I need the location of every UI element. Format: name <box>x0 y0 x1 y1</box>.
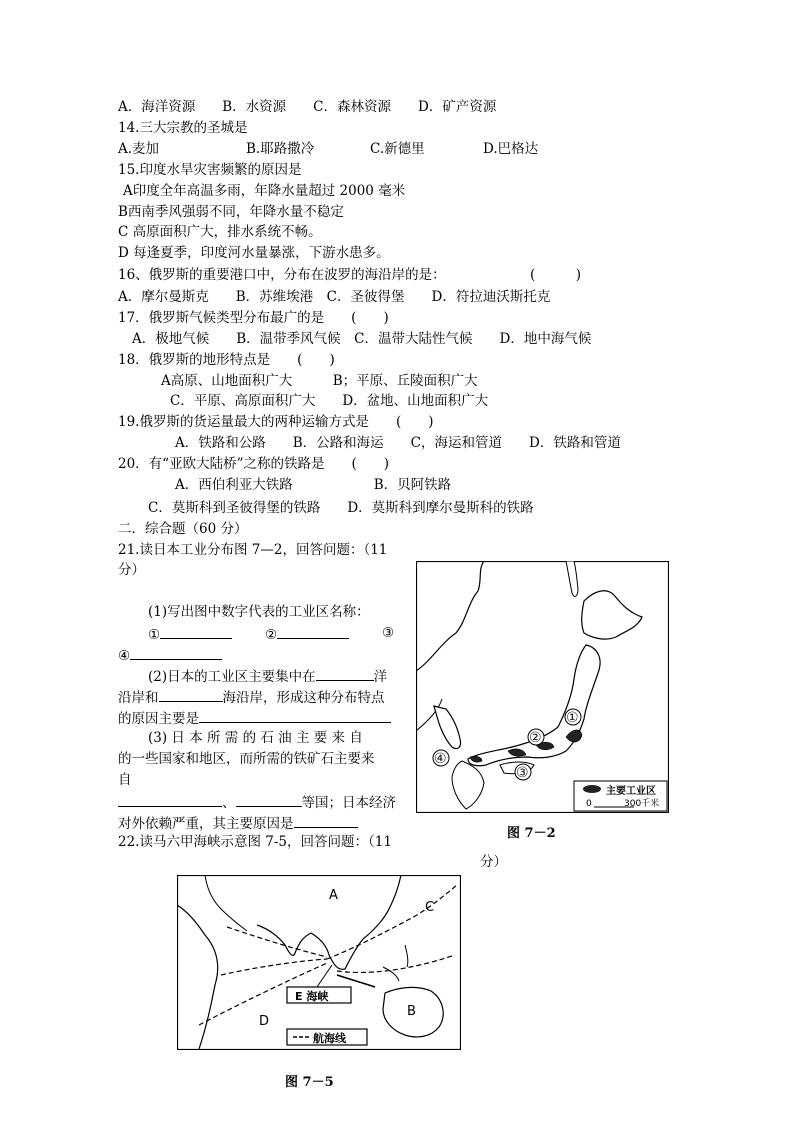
q16-stem: 16、俄罗斯的重要港口中，分布在波罗的海沿岸的是： <box>118 267 446 283</box>
q14-option-d: D.巴格达 <box>483 141 539 157</box>
japan-marker-3: ③ <box>516 765 529 781</box>
q14-stem: 14.三大宗教的圣城是 <box>118 120 248 136</box>
legend-industry-swatch <box>583 785 601 793</box>
q21-part1: (1)写出图中数字代表的工业区名称： <box>148 604 370 620</box>
label-a: A <box>329 888 338 903</box>
q21-part2-line2: 沿岸和 海沿岸，形成这种分布特点 <box>118 687 385 707</box>
marker-2: ② <box>265 627 278 643</box>
section-2-heading: 二．综合题（60 分） <box>118 521 248 537</box>
q17-stem: 17．俄罗斯气候类型分布最广的是 ( ) <box>118 310 389 326</box>
q22-stem: 22.读马六甲海峡示意图 7-5，回答问题：（11 <box>118 834 392 850</box>
q18-options-cd: C．平原、高原面积广大 D．盆地、山地面积广大 <box>170 393 489 409</box>
q21-part3-line1: (3) 日 本 所 需 的 石 油 主 要 来 自 <box>148 730 363 746</box>
japan-marker-2: ② <box>529 730 542 746</box>
q21-stem-cont: 分） <box>118 562 145 578</box>
q21-part3-line2: 的一些国家和地区，而所需的铁矿石主要来 <box>118 751 375 767</box>
q16-options: A．摩尔曼斯克 B．苏维埃港 C．圣彼得堡 D．符拉迪沃斯托克 <box>118 289 551 305</box>
label-c: C <box>425 900 435 915</box>
marker-1: ① <box>148 627 161 643</box>
q21-stem: 21.读日本工业分布图 7—2，回答问题：（11 <box>118 542 388 558</box>
label-d: D <box>259 1014 270 1029</box>
q22-stem-cont: 分） <box>480 854 507 870</box>
japan-map-caption: 图 7－2 <box>507 826 556 841</box>
legend-route-label: 航海线 <box>313 1032 346 1045</box>
q14-option-a: A.麦加 <box>118 141 160 157</box>
q21-part3-line5: 对外依赖严重，其主要原因是 <box>118 813 358 833</box>
japan-industry-map <box>416 561 669 813</box>
japan-marker-4: ④ <box>434 751 447 767</box>
q19-options: A．铁路和公路 B．公路和海运 C，海运和管道 D．铁路和管道 <box>175 435 621 451</box>
q21-part3-line4: 、 等国；日本经济 <box>118 792 396 812</box>
q21-part1-blank2 <box>265 624 349 644</box>
q21-part3-line3: 自 <box>118 772 132 788</box>
q14-option-b: B.耶路撒冷 <box>246 141 315 157</box>
marker-4: ④ <box>118 648 131 664</box>
q15-option-c: C 高原面积广大，排水系统不畅。 <box>118 224 322 240</box>
q15-stem: 15.印度水旱灾害频繁的原因是 <box>118 162 302 178</box>
q18-stem: 18．俄罗斯的地形特点是 ( ) <box>118 352 335 368</box>
q18-options-ab: A高原、山地面积广大 B；平原、丘陵面积广大 <box>161 373 478 389</box>
scale-label: 300千米 <box>624 799 660 809</box>
malacca-strait-map <box>177 875 461 1050</box>
q13-options: A．海洋资源 B．水资源 C．森林资源 D．矿产资源 <box>118 99 497 115</box>
q16-answer-paren: ( ) <box>530 267 582 283</box>
legend-strait-label: E 海峡 <box>295 990 329 1003</box>
q21-part2-line1: (2)日本的工业区主要集中在 洋 <box>148 666 387 686</box>
legend-industry-label: 主要工业区 <box>606 786 656 797</box>
q20-options-ab: A．西伯利亚大铁路 B．贝阿铁路 <box>175 477 452 493</box>
scale-zero: 0 <box>586 799 592 809</box>
label-b: B <box>407 1004 416 1019</box>
q21-part1-blank1 <box>148 624 232 644</box>
q19-stem: 19.俄罗斯的货运量最大的两种运输方式是 ( ) <box>118 414 434 430</box>
q20-options-cd: C．莫斯科到圣彼得堡的铁路 D．莫斯科到摩尔曼斯科的铁路 <box>148 500 534 516</box>
q15-option-b: B西南季风强弱不同，年降水量不稳定 <box>118 204 344 220</box>
q21-part2-line3: 的原因主要是 <box>118 708 391 728</box>
q15-option-a: A印度全年高温多雨，年降水量超过 2000 毫米 <box>123 183 406 199</box>
q15-option-d: D 每逢夏季，印度河水量暴涨，下游水患多。 <box>118 245 390 261</box>
strait-map-caption: 图 7－5 <box>285 1075 334 1090</box>
marker-3: ③ <box>382 625 395 641</box>
q14-option-c: C.新德里 <box>370 141 425 157</box>
q21-part1-blank4 <box>118 645 222 665</box>
japan-marker-1: ① <box>566 710 579 726</box>
q20-stem: 20．有“亚欧大陆桥”之称的铁路是 ( ) <box>118 456 390 472</box>
q17-options: A．极地气候 B．温带季风气候 C．温带大陆性气候 D．地中海气候 <box>132 331 592 347</box>
